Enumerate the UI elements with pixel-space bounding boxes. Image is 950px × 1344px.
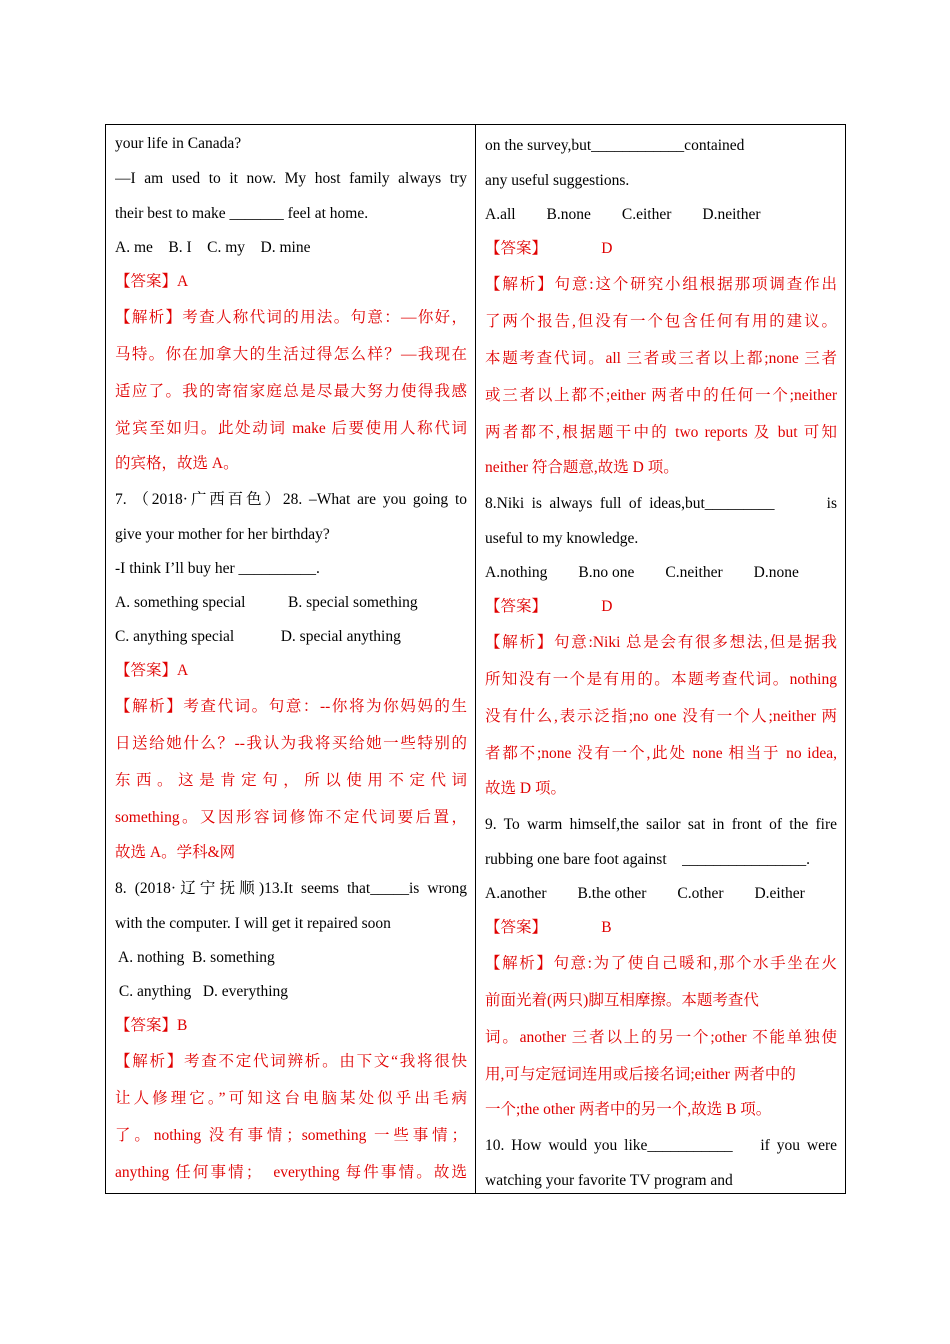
document-page [105, 124, 846, 1194]
right-text-line: 【解析】句意:这个研究小组根据那项调查作出 [485, 276, 837, 293]
right-text-line: rubbing one bare foot against ________________. [485, 851, 811, 868]
left-text-line: 【解析】考查代词。句意：--你将为你妈妈的生 [115, 698, 467, 715]
left-text-line: 日送给她什么？--我认为我将买给她一些特别的 [115, 735, 467, 752]
left-text-line: 【解析】考查不定代词辨析。由下文“我将很快 [115, 1053, 467, 1070]
right-text-line: 【解析】句意:为了使自己暖和,那个水手坐在火 [485, 955, 837, 972]
left-text-line: 让人修理它。”可知这台电脑某处似乎出毛病 [115, 1090, 467, 1107]
left-text-line: 【解析】考查人称代词的用法。句意：—你好， [115, 309, 467, 326]
left-text-line: give your mother for her birthday? [115, 526, 330, 543]
right-text-line: 前面光着(两只)脚互相摩擦。本题考查代 [485, 992, 759, 1009]
left-text-line: C. anything D. everything [115, 983, 289, 1000]
left-text-line: A. something special B. special something [115, 594, 418, 611]
right-text-line: any useful suggestions. [485, 172, 630, 189]
left-text-line: C. anything special D. special anything [115, 628, 401, 645]
left-text-line: 8. (2018·辽宁抚顺)13.It seems that_____is wrong [115, 880, 467, 897]
left-text-line: A. nothing B. something [115, 949, 275, 966]
right-text-line: 【答案】 B [485, 919, 612, 936]
left-text-line: 觉宾至如归。此处动词 make 后要使用人称代词 [115, 420, 467, 437]
right-text-line: 【答案】 D [485, 240, 613, 257]
right-text-line: 用,可与定冠词连用或后接名词;either 两者中的 [485, 1066, 796, 1083]
right-text-line: 故选 D 项。 [485, 780, 566, 797]
right-text-line: 10. How would you like___________ if you were [485, 1137, 837, 1154]
left-text-line: with the computer. I will get it repaired soon [115, 915, 391, 932]
right-text-line: watching your favorite TV program and [485, 1172, 733, 1189]
left-text-line: their best to make _______ feel at home. [115, 205, 369, 222]
left-text-line: your life in Canada? [115, 135, 242, 152]
left-text-line: anything 任何事情； everything 每件事情。故选 [115, 1164, 467, 1181]
right-text-line: A.another B.the other C.other D.either [485, 885, 805, 902]
left-text-line: 【答案】B [115, 1017, 188, 1034]
left-text-line: —I am used to it now. My host family always try [115, 170, 467, 187]
left-text-line: 东西。这是肯定句，所以使用不定代词 [115, 772, 467, 789]
right-text-line: 者都不;none 没有一个,此处 none 相当于 no idea, [485, 745, 837, 762]
left-text-line: 的宾格，故选 A。 [115, 455, 239, 472]
left-text-line: 马特。你在加拿大的生活过得怎么样？—我现在 [115, 346, 467, 363]
left-column [106, 125, 476, 1193]
right-text-line: A.nothing B.no one C.neither D.none [485, 564, 799, 581]
right-text-line: 8.Niki is always full of ideas,but_________ is [485, 495, 837, 512]
right-text-line: 所知没有一个是有用的。本题考查代词。nothing [485, 671, 837, 688]
left-text-line: -I think I’ll buy her __________. [115, 560, 320, 577]
right-text-line: A.all B.none C.either D.neither [485, 206, 761, 223]
right-text-line: 9. To warm himself,the sailor sat in front of the fire [485, 816, 837, 833]
right-text-line: neither 符合题意,故选 D 项。 [485, 459, 679, 476]
right-text-line: useful to my knowledge. [485, 530, 639, 547]
left-text-line: 故选 A。学科&网 [115, 844, 236, 861]
right-text-line: 没有什么,表示泛指;no one 没有一个人;neither 两 [485, 708, 837, 725]
right-column [476, 125, 845, 1193]
right-text-line: 或三者以上都不;either 两者中的任何一个;neither [485, 387, 837, 404]
left-text-line: 【答案】A [115, 273, 189, 290]
right-text-line: 了两个报告,但没有一个包含任何有用的建议。 [485, 313, 837, 330]
left-text-line: 【答案】A [115, 662, 189, 679]
left-text-line: something。又因形容词修饰不定代词要后置， [115, 809, 467, 826]
left-text-line: 7. （2018·广西百色）28. –What are you going to [115, 491, 467, 508]
left-text-line: 适应了。我的寄宿家庭总是尽最大努力使得我感 [115, 383, 467, 400]
left-text-line: A. me B. I C. my D. mine [115, 239, 311, 256]
right-text-line: 词。another 三者以上的另一个;other 不能单独使 [485, 1029, 837, 1046]
right-text-line: 两者都不,根据题干中的 two reports 及 but 可知 [485, 424, 837, 441]
right-text-line: 本题考查代词。all 三者或三者以上都;none 三者 [485, 350, 837, 367]
left-text-line: 了。nothing 没有事情；something 一些事情； [115, 1127, 467, 1144]
right-text-line: 一个;the other 两者中的另一个,故选 B 项。 [485, 1101, 772, 1118]
right-text-line: 【解析】句意:Niki 总是会有很多想法,但是据我 [485, 634, 837, 651]
right-text-line: 【答案】 D [485, 598, 613, 615]
right-text-line: on the survey,but____________contained [485, 137, 745, 154]
